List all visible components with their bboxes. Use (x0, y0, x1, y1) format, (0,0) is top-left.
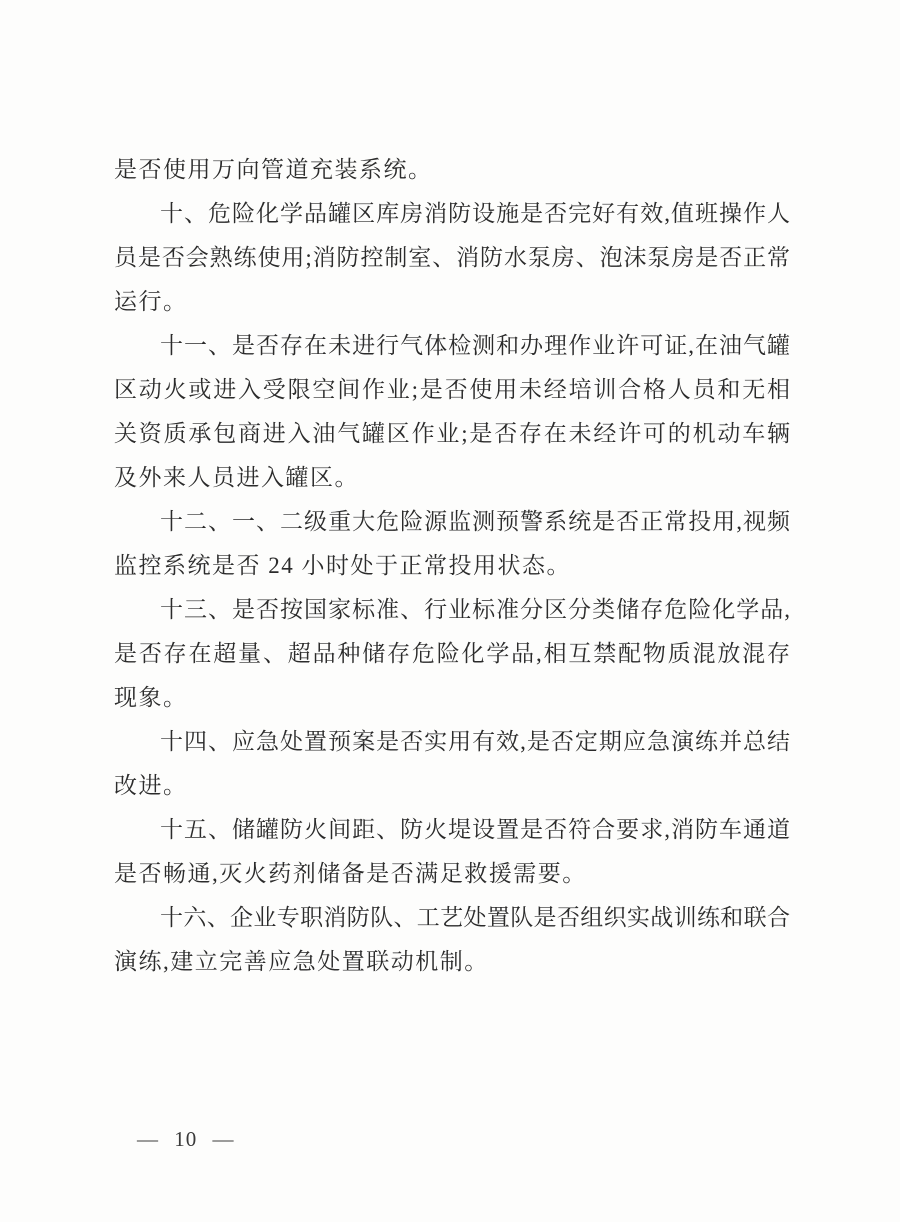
text-line: 关资质承包商进入油气罐区作业;是否存在未经许可的机动车辆 (114, 421, 790, 446)
text-line: 十、危险化学品罐区库房消防设施是否完好有效,值班操作人 (160, 201, 790, 226)
page-number: — 10 — (137, 1127, 235, 1151)
text-line: 员是否会熟练使用;消防控制室、消防水泵房、泡沫泵房是否正常 (114, 245, 790, 270)
text-line: 区动火或进入受限空间作业;是否使用未经培训合格人员和无相 (114, 377, 790, 402)
text-line: 运行。 (114, 289, 188, 314)
text-line: 十六、企业专职消防队、工艺处置队是否组织实战训练和联合 (160, 905, 790, 930)
text-line: 十二、一、二级重大危险源监测预警系统是否正常投用,视频 (160, 509, 790, 534)
text-line: 十三、是否按国家标准、行业标准分区分类储存危险化学品, (160, 597, 790, 622)
text-line: 是否畅通,灭火药剂储备是否满足救援需要。 (114, 861, 587, 886)
text-line: 是否存在超量、超品种储存危险化学品,相互禁配物质混放混存 (114, 641, 790, 666)
text-line: 十一、是否存在未进行气体检测和办理作业许可证,在油气罐 (160, 333, 790, 358)
text-line: 是否使用万向管道充装系统。 (114, 157, 433, 182)
text-line: 十五、储罐防火间距、防火堤设置是否符合要求,消防车通道 (160, 817, 790, 842)
text-line: 及外来人员进入罐区。 (114, 465, 359, 490)
text-line: 十四、应急处置预案是否实用有效,是否定期应急演练并总结 (160, 729, 790, 754)
text-line: 现象。 (114, 685, 188, 710)
text-line: 改进。 (114, 773, 188, 798)
document-body (114, 148, 790, 984)
text-line: 监控系统是否 24 小时处于正常投用状态。 (114, 553, 571, 578)
page-footer (137, 1124, 235, 1154)
text-line: 演练,建立完善应急处置联动机制。 (114, 949, 489, 974)
